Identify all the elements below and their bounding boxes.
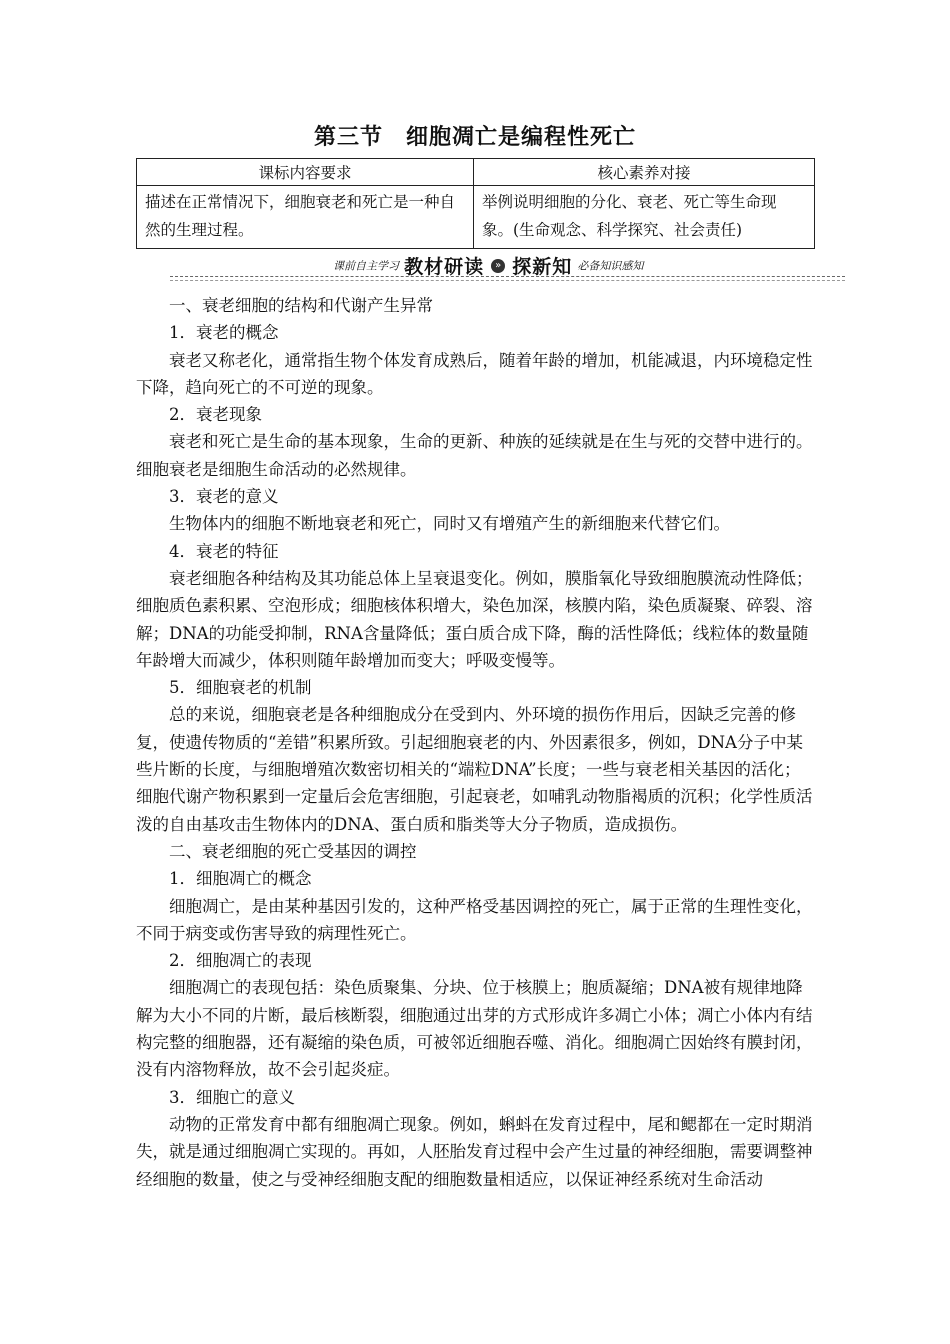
table-header-cell: 核心素养对接 bbox=[474, 159, 815, 186]
banner-text bbox=[333, 252, 643, 279]
heading-level1: 一、衰老细胞的结构和代谢产生异常 bbox=[169, 296, 433, 315]
subheading: 3．细胞亡的意义 bbox=[169, 1087, 295, 1107]
table-cell: 举例说明细胞的分化、衰老、死亡等生命现象。(生命观念、科学探究、社会责任) bbox=[474, 186, 815, 249]
paragraph: 衰老又称老化，通常指生物个体发育成熟后，随着年龄的增加，机能减退，内环境稳定性下降，趋向死亡的不可逆的现象。 bbox=[136, 350, 813, 397]
subheading: 1．衰老的概念 bbox=[169, 323, 279, 343]
banner-left-caption: 课前自主学习 bbox=[333, 259, 399, 273]
subheading: 2．细胞凋亡的表现 bbox=[169, 951, 312, 971]
subheading: 2．衰老现象 bbox=[169, 405, 262, 425]
banner-heading-part2: 探新知 bbox=[512, 256, 573, 278]
table-header-cell: 课标内容要求 bbox=[137, 159, 474, 186]
double-arrow-icon: » bbox=[491, 259, 505, 273]
subheading: 3．衰老的意义 bbox=[169, 487, 279, 507]
subheading: 1．细胞凋亡的概念 bbox=[169, 869, 312, 889]
banner-divider bbox=[170, 276, 845, 277]
main-content bbox=[136, 292, 816, 1193]
section-title: 第三节 细胞凋亡是编程性死亡 bbox=[313, 125, 636, 150]
table-cell: 描述在正常情况下，细胞衰老和死亡是一种自然的生理过程。 bbox=[137, 186, 474, 249]
paragraph: 动物的正常发育中都有细胞凋亡现象。例如，蝌蚪在发育过程中，尾和鳃都在一定时期消失，就是通过细胞凋亡实现的。再如，人胚胎发育过程中会产生过量的神经细胞，需要调整神经细胞的数量，使之与受神经细胞支配的细胞数量相适应，以保证神经系统对生命活动 bbox=[136, 1114, 813, 1189]
subheading: 4．衰老的特征 bbox=[169, 541, 279, 561]
section-banner bbox=[170, 252, 845, 282]
paragraph: 细胞凋亡，是由某种基因引发的，这种严格受基因调控的死亡，属于正常的生理性变化，不同于病变或伤害导致的病理性死亡。 bbox=[136, 896, 813, 943]
paragraph: 生物体内的细胞不断地衰老和死亡，同时又有增殖产生的新细胞来代替它们。 bbox=[169, 514, 730, 534]
paragraph: 总的来说，细胞衰老是各种细胞成分在受到内、外环境的损伤作用后，因缺乏完善的修复，使遗传物质的“差错”积累所致。引起细胞衰老的内、外因素很多，例如，DNA分子中某些片断的长度，与细胞增殖次数密切相关的“端粒DNA”长度；一些与衰老相关基因的活化；细胞代谢产物积累到一定量后会危害细胞，引起衰老，如哺乳动物脂褐质的沉积；化学性质活泼的自由基攻击生物体内的DNA、蛋白质和脂类等大分子物质，造成损伤。 bbox=[136, 705, 813, 834]
paragraph: 衰老和死亡是生命的基本现象，生命的更新、种族的延续就是在生与死的交替中进行的。细胞衰老是细胞生命活动的必然规律。 bbox=[136, 432, 813, 479]
banner-right-caption: 必备知识感知 bbox=[577, 259, 644, 273]
table-header-row bbox=[137, 159, 815, 186]
table-row bbox=[137, 186, 815, 249]
banner-divider bbox=[170, 280, 845, 281]
banner-heading-part1: 教材研读 bbox=[404, 256, 485, 278]
paragraph: 细胞凋亡的表现包括：染色质聚集、分块、位于核膜上；胞质凝缩；DNA被有规律地降解为大小不同的片断，最后核断裂，细胞通过出芽的方式形成许多凋亡小体；凋亡小体内有结构完整的细胞器，还有凝缩的染色质，可被邻近细胞吞噬、消化。细胞凋亡因始终有膜封闭，没有内溶物释放，故不会引起炎症。 bbox=[136, 978, 813, 1080]
paragraph: 衰老细胞各种结构及其功能总体上呈衰退变化。例如，膜脂氧化导致细胞膜流动性降低；细胞质色素积累、空泡形成；细胞核体积增大，染色加深，核膜内陷，染色质凝聚、碎裂、溶解；DNA的功能受抑制，RNA含量降低；蛋白质合成下降，酶的活性降低；线粒体的数量随年龄增大而减少，体积则随年龄增加而变大；呼吸变慢等。 bbox=[136, 568, 813, 670]
curriculum-standards-table bbox=[136, 158, 815, 249]
subheading: 5．细胞衰老的机制 bbox=[169, 678, 312, 698]
heading-level1: 二、衰老细胞的死亡受基因的调控 bbox=[169, 841, 417, 861]
